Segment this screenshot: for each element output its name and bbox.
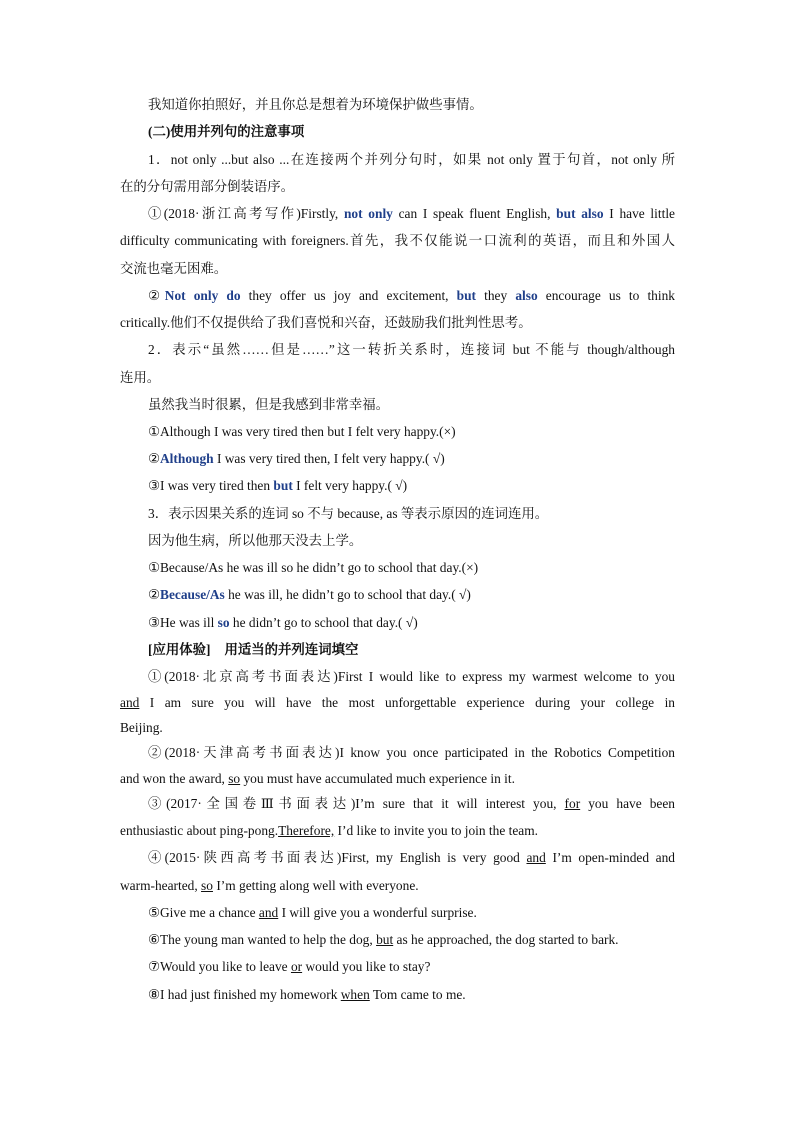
question-1-line1: ①(2018·北京高考书面表达)First I would like to express my warmest welcome to you	[148, 669, 675, 684]
question-2-line1: ②(2018·天津高考书面表达)I know you once participated in the Robotics Competition	[148, 745, 675, 760]
question-1-line3: Beijing.	[120, 720, 163, 735]
answer: for	[564, 796, 581, 811]
practice-text: 用适当的并列连词填空	[224, 642, 359, 657]
text: I have little	[603, 206, 675, 221]
answer: or	[290, 959, 303, 974]
keyword: so	[217, 615, 230, 630]
answer: and	[120, 695, 140, 710]
answer: and	[526, 850, 546, 865]
example2-line1	[148, 287, 675, 305]
text: ②	[148, 288, 165, 303]
text: he was ill, he didn’t go to school that day.( √)	[224, 587, 471, 602]
text: Tom came to me.	[369, 987, 466, 1002]
text: I’m getting along well with everyone.	[212, 878, 419, 893]
keyword: but	[456, 288, 477, 303]
text: I’m open-minded and	[545, 850, 675, 865]
text: ⑥The young man wanted to help the dog,	[148, 932, 377, 947]
question-3-line2	[120, 822, 675, 840]
practice-heading	[148, 641, 675, 659]
answer: so	[228, 771, 241, 786]
text: he didn’t go to school that day.( √)	[229, 615, 418, 630]
text: and won the award,	[120, 771, 229, 786]
question-6	[148, 931, 675, 949]
answer: so	[201, 878, 213, 893]
question-2-line2	[120, 770, 675, 788]
text: they	[476, 288, 516, 303]
rule2-example-a: ①Although I was very tired then but I felt very happy.(×)	[148, 424, 456, 439]
text: ⑤Give me a chance	[148, 905, 259, 920]
answer: and	[258, 905, 279, 920]
text: warm-hearted,	[120, 878, 202, 893]
rule2-line1: 2．表示“虽然……但是……”这一转折关系时，连接词 but 不能与 though/although	[148, 342, 675, 357]
rule1-line2: 在的分句需用部分倒装语序。	[120, 179, 295, 194]
text: can I speak fluent English,	[392, 206, 557, 221]
rule3-example-b	[148, 586, 675, 604]
text: ③I was very tired then	[148, 478, 274, 493]
text: ④(2015·陕西高考书面表达)First, my English is very good	[148, 850, 527, 865]
text: I felt very happy.( √)	[292, 478, 408, 493]
keyword: not only	[343, 206, 393, 221]
text: I will give you a wonderful surprise.	[278, 905, 477, 920]
text: ②	[148, 451, 161, 466]
question-1-line2	[120, 694, 675, 712]
text: ③He was ill	[148, 615, 218, 630]
text: ②	[148, 587, 161, 602]
keyword: also	[515, 288, 538, 303]
text: as he approached, the dog started to bark.	[393, 932, 619, 947]
example2-line2: critically.他们不仅提供给了我们喜悦和兴奋，还鼓励我们批判性思考。	[120, 315, 532, 330]
rule2-example-c	[148, 477, 675, 495]
question-4-line2	[120, 877, 675, 895]
text: they offer us joy and excitement,	[240, 288, 457, 303]
section-heading: (二)使用并列句的注意事项	[148, 124, 305, 139]
text: ③(2017·全国卷Ⅲ书面表达)I’m sure that it will interest you,	[148, 796, 565, 811]
example1-line3: 交流也毫无困难。	[120, 261, 228, 276]
answer: when	[340, 987, 370, 1002]
keyword: Not only do	[164, 288, 241, 303]
rule3-example-a: ①Because/As he was ill so he didn’t go to school that day.(×)	[148, 560, 479, 575]
keyword: but also	[556, 206, 604, 221]
text: enthusiastic about ping-pong.	[120, 823, 279, 838]
rule2-example-b	[148, 450, 675, 468]
rule3-example-cn: 因为他生病，所以他那天没去上学。	[148, 533, 363, 548]
question-3-line1	[148, 795, 675, 813]
text: encourage us to think	[537, 288, 675, 303]
example1-line1	[148, 205, 675, 223]
keyword: but	[273, 478, 293, 493]
rule2-line2: 连用。	[120, 370, 161, 385]
practice-tag: [应用体验]	[148, 642, 211, 657]
example1-line2: difficulty communicating with foreigners.首先，我不仅能说一口流利的英语，而且和外国人	[120, 233, 675, 248]
text: I was very tired then, I felt very happy.( √)	[213, 451, 445, 466]
question-5	[148, 904, 675, 922]
rule3-example-c	[148, 614, 675, 632]
keyword: Although	[160, 451, 214, 466]
question-7	[148, 958, 675, 976]
question-4-line1	[148, 849, 675, 867]
keyword: Because/As	[160, 587, 225, 602]
answer: Therefore,	[278, 823, 335, 838]
text: I’d like to invite you to join the team.	[334, 823, 538, 838]
text: would you like to stay?	[302, 959, 431, 974]
rule1-line1: 1．not only ...but also ...在连接两个并列分句时，如果 not only 置于句首，not only 所	[148, 152, 675, 167]
text: ⑦Would you like to leave	[148, 959, 291, 974]
rule2-example-cn: 虽然我当时很累，但是我感到非常幸福。	[148, 397, 390, 412]
question-8	[148, 986, 675, 1004]
intro-translation: 我知道你拍照好，并且你总是想着为环境保护做些事情。	[148, 97, 483, 112]
text: ⑧I had just finished my homework	[148, 987, 341, 1002]
text: you have been	[580, 796, 675, 811]
rule3: 3．表示因果关系的连词 so 不与 because, as 等表示原因的连词连用。	[148, 506, 549, 521]
text: I am sure you will have the most unforgettable experience during your college in	[139, 695, 675, 710]
answer: but	[376, 932, 394, 947]
text: ①(2018·浙江高考写作)Firstly,	[148, 206, 344, 221]
text: you must have accumulated much experience in it.	[240, 771, 515, 786]
